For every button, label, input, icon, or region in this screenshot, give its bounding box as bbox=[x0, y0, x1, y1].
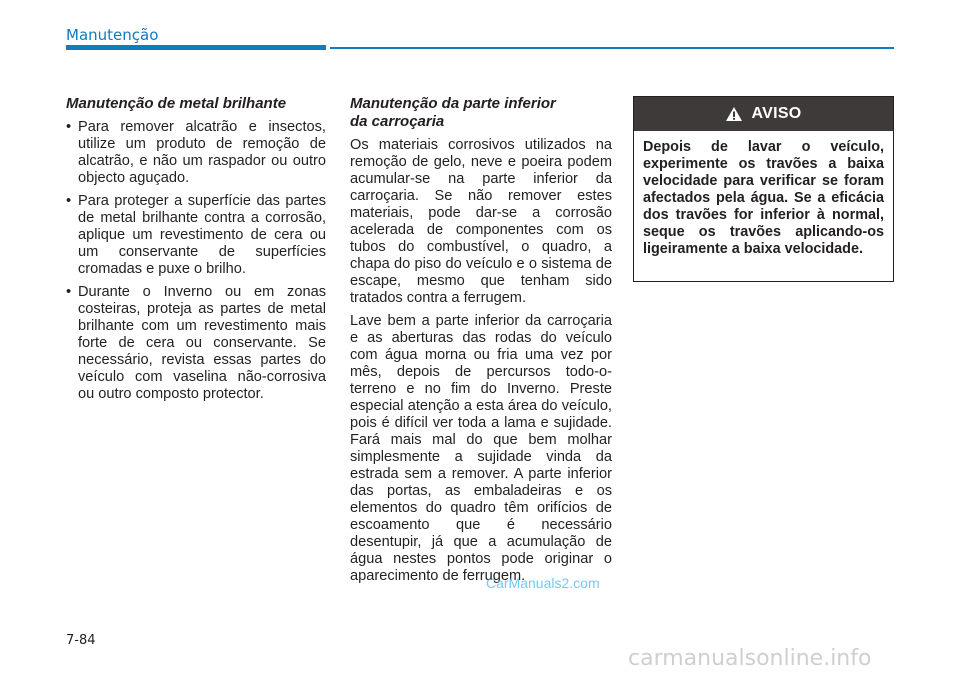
list-item: • Durante o Inverno ou em zonas costeiras, proteja as partes de metal brilhante com um revestimento mais forte de cera ou conservante. Se necessário, revista essas partes do veículo com vaselina não-corrosiva ou outro composto protector. bbox=[66, 284, 326, 403]
paragraph: Lave bem a parte inferior da carroçaria e as aberturas das rodas do veículo com água morna ou fria uma vez por mês, depois de percursos todo-o-terreno e no fim do Inverno. Preste especial atenção a esta área do veículo, pois é difícil ver toda a lama e sujidade. Fará mais mal do que bem molhar simplesmente a sujidade vinda da estrada sem a remover. A parte inferior das portas, as embaladeiras e os elementos do quadro têm orifícios de escoamento que é necessário desentupir, já que a acumulação de água nestes pontos pode originar o aparecimento de ferrugem. bbox=[350, 313, 612, 584]
warning-triangle-icon bbox=[725, 106, 743, 122]
warning-text: Depois de lavar o veículo, experimente os travões a baixa velocidade para verificar se foram afectados pela água. Se a eficácia dos travões for inferior à normal, seque os travões aplicando-os ligeiramente a baixa velocidade. bbox=[643, 139, 884, 257]
warning-header bbox=[634, 97, 893, 131]
heading-line: Manutenção da parte inferior bbox=[350, 95, 556, 112]
bullet-list bbox=[66, 119, 326, 403]
header-rule-thick bbox=[66, 45, 326, 50]
warning-box bbox=[633, 96, 894, 282]
section-heading-underbody bbox=[350, 95, 612, 131]
paragraph: Os materiais corrosivos utilizados na remoção de gelo, neve e poeira podem acumular-se na parte inferior da carroçaria. Se não remover estes materiais, pode dar-se a corrosão acelerada de componentes com os tubos do combustível, o quadro, a chapa do piso do veículo e o sistema de escape, mesmo que tenham sido tratados contra a ferrugem. bbox=[350, 137, 612, 306]
list-item: • Para proteger a superfície das partes de metal brilhante contra a corrosão, aplique um revestimento de cera ou um conservante de superfícies cromadas e puxe o brilho. bbox=[66, 193, 326, 278]
watermark-small: CarManuals2.com bbox=[486, 575, 600, 591]
left-column bbox=[66, 95, 326, 409]
page-number: 7-84 bbox=[66, 633, 96, 648]
heading-line: da carroçaria bbox=[350, 113, 445, 130]
section-title: Manutenção bbox=[66, 26, 159, 44]
warning-label: AVISO bbox=[751, 105, 802, 122]
section-heading-metal: Manutenção de metal brilhante bbox=[66, 95, 287, 112]
middle-column bbox=[350, 95, 612, 591]
header-rule-thin bbox=[330, 47, 894, 49]
watermark-large[interactable]: carmanualsonline.info bbox=[628, 646, 872, 671]
list-item: • Para remover alcatrão e insectos, utilize um produto de remoção de alcatrão, e não um raspador ou outro objecto aguçado. bbox=[66, 119, 326, 187]
